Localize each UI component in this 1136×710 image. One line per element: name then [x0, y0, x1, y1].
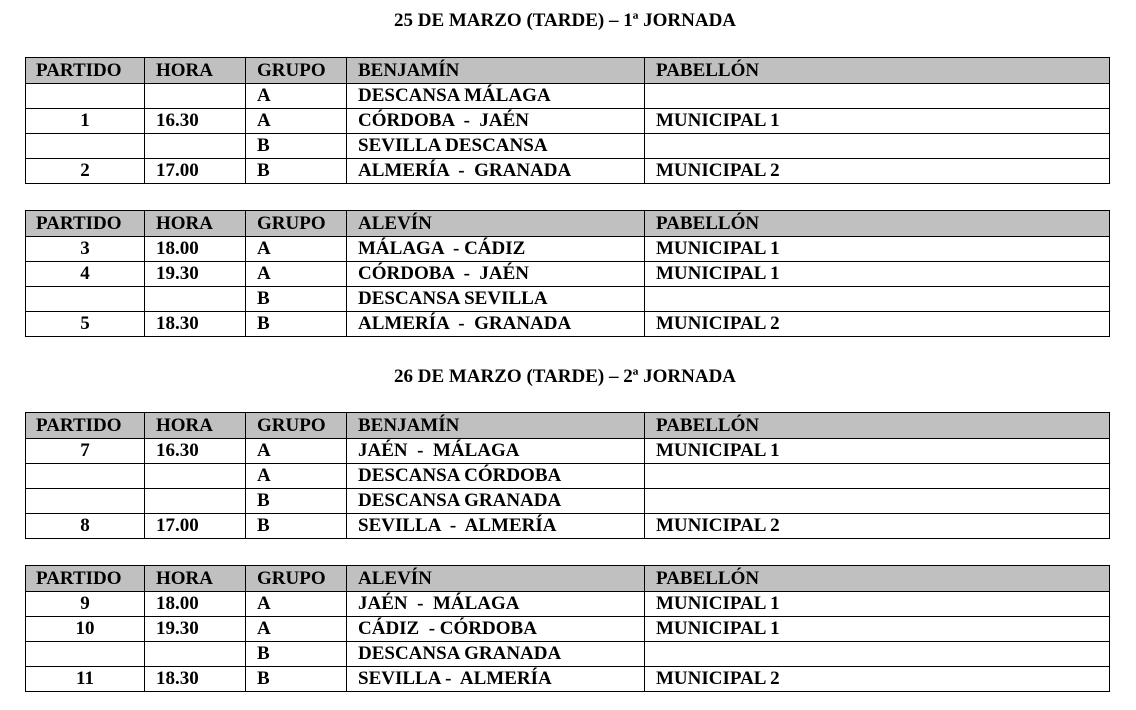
cell-categoria: SEVILLA - ALMERÍA [347, 667, 645, 692]
table-row [26, 642, 1110, 667]
cell-partido [26, 84, 145, 109]
cell-grupo: A [246, 617, 347, 642]
column-header-categoria: ALEVÍN [347, 211, 645, 237]
column-header-hora: HORA [145, 566, 246, 592]
cell-grupo: B [246, 667, 347, 692]
cell-grupo: A [246, 592, 347, 617]
cell-grupo: A [246, 237, 347, 262]
column-header-pabellon: PABELLÓN [645, 211, 1110, 237]
cell-categoria: DESCANSA GRANADA [347, 489, 645, 514]
cell-partido: 2 [26, 159, 145, 184]
cell-pabellon: MUNICIPAL 2 [645, 312, 1110, 337]
table-row [26, 312, 1110, 337]
day-2-heading: 26 DE MARZO (TARDE) – 2ª JORNADA [393, 366, 737, 387]
cell-partido [26, 642, 145, 667]
table-row [26, 159, 1110, 184]
cell-grupo: A [246, 464, 347, 489]
cell-categoria: CÓRDOBA - JAÉN [347, 262, 645, 287]
cell-pabellon: MUNICIPAL 2 [645, 159, 1110, 184]
cell-categoria: JAÉN - MÁLAGA [347, 592, 645, 617]
table-row [26, 439, 1110, 464]
cell-grupo: B [246, 287, 347, 312]
cell-pabellon [645, 84, 1110, 109]
table-row [26, 667, 1110, 692]
cell-partido: 5 [26, 312, 145, 337]
cell-categoria: JAÉN - MÁLAGA [347, 439, 645, 464]
table-row [26, 287, 1110, 312]
column-header-partido: PARTIDO [26, 211, 145, 237]
cell-partido: 7 [26, 439, 145, 464]
table-row [26, 262, 1110, 287]
cell-hora: 18.30 [145, 312, 246, 337]
cell-grupo: B [246, 514, 347, 539]
cell-partido: 3 [26, 237, 145, 262]
cell-pabellon: MUNICIPAL 1 [645, 439, 1110, 464]
cell-pabellon: MUNICIPAL 2 [645, 667, 1110, 692]
cell-categoria: SEVILLA DESCANSA [347, 134, 645, 159]
cell-pabellon: MUNICIPAL 1 [645, 262, 1110, 287]
cell-partido: 10 [26, 617, 145, 642]
table-row [26, 134, 1110, 159]
cell-hora: 18.00 [145, 592, 246, 617]
cell-hora: 17.00 [145, 514, 246, 539]
column-header-categoria: BENJAMÍN [347, 58, 645, 84]
cell-grupo: B [246, 489, 347, 514]
cell-pabellon: MUNICIPAL 2 [645, 514, 1110, 539]
cell-pabellon: MUNICIPAL 1 [645, 237, 1110, 262]
cell-categoria: DESCANSA MÁLAGA [347, 84, 645, 109]
column-header-partido: PARTIDO [26, 413, 145, 439]
day-1-alevin-table [25, 210, 1110, 337]
cell-pabellon: MUNICIPAL 1 [645, 109, 1110, 134]
column-header-pabellon: PABELLÓN [645, 566, 1110, 592]
table-row [26, 84, 1110, 109]
column-header-categoria: BENJAMÍN [347, 413, 645, 439]
column-header-grupo: GRUPO [246, 413, 347, 439]
cell-hora [145, 84, 246, 109]
cell-hora: 19.30 [145, 617, 246, 642]
cell-hora: 16.30 [145, 439, 246, 464]
column-header-pabellon: PABELLÓN [645, 413, 1110, 439]
column-header-hora: HORA [145, 211, 246, 237]
cell-partido [26, 287, 145, 312]
table-row [26, 237, 1110, 262]
cell-grupo: A [246, 439, 347, 464]
table-row [26, 592, 1110, 617]
cell-pabellon: MUNICIPAL 1 [645, 592, 1110, 617]
day-2-alevin-table [25, 565, 1110, 692]
cell-hora: 17.00 [145, 159, 246, 184]
cell-grupo: A [246, 262, 347, 287]
cell-hora: 18.00 [145, 237, 246, 262]
cell-partido [26, 134, 145, 159]
column-header-pabellon: PABELLÓN [645, 58, 1110, 84]
cell-categoria: CÓRDOBA - JAÉN [347, 109, 645, 134]
table-row [26, 489, 1110, 514]
day-1-benjamin-table [25, 57, 1110, 184]
column-header-categoria: ALEVÍN [347, 566, 645, 592]
header-row [26, 58, 1110, 84]
cell-categoria: MÁLAGA - CÁDIZ [347, 237, 645, 262]
cell-hora: 16.30 [145, 109, 246, 134]
column-header-hora: HORA [145, 58, 246, 84]
cell-grupo: B [246, 134, 347, 159]
day-2-benjamin-table [25, 412, 1110, 539]
cell-hora [145, 134, 246, 159]
cell-grupo: A [246, 84, 347, 109]
cell-partido: 1 [26, 109, 145, 134]
cell-categoria: ALMERÍA - GRANADA [347, 159, 645, 184]
cell-grupo: B [246, 312, 347, 337]
cell-partido [26, 464, 145, 489]
header-row [26, 566, 1110, 592]
cell-partido: 11 [26, 667, 145, 692]
table-row [26, 464, 1110, 489]
cell-categoria: ALMERÍA - GRANADA [347, 312, 645, 337]
cell-categoria: SEVILLA - ALMERÍA [347, 514, 645, 539]
cell-grupo: A [246, 109, 347, 134]
cell-partido: 4 [26, 262, 145, 287]
cell-partido: 8 [26, 514, 145, 539]
cell-hora: 19.30 [145, 262, 246, 287]
cell-categoria: CÁDIZ - CÓRDOBA [347, 617, 645, 642]
cell-partido [26, 489, 145, 514]
column-header-partido: PARTIDO [26, 58, 145, 84]
cell-partido: 9 [26, 592, 145, 617]
cell-pabellon [645, 134, 1110, 159]
cell-categoria: DESCANSA CÓRDOBA [347, 464, 645, 489]
cell-pabellon [645, 489, 1110, 514]
cell-hora [145, 287, 246, 312]
header-row [26, 413, 1110, 439]
cell-hora [145, 489, 246, 514]
cell-pabellon [645, 287, 1110, 312]
column-header-grupo: GRUPO [246, 566, 347, 592]
cell-grupo: B [246, 642, 347, 667]
cell-hora: 18.30 [145, 667, 246, 692]
header-row [26, 211, 1110, 237]
cell-grupo: B [246, 159, 347, 184]
cell-hora [145, 464, 246, 489]
cell-pabellon [645, 642, 1110, 667]
column-header-partido: PARTIDO [26, 566, 145, 592]
cell-categoria: DESCANSA SEVILLA [347, 287, 645, 312]
table-row [26, 109, 1110, 134]
day-1-heading: 25 DE MARZO (TARDE) – 1ª JORNADA [393, 10, 737, 31]
table-row [26, 617, 1110, 642]
cell-categoria: DESCANSA GRANADA [347, 642, 645, 667]
table-row [26, 514, 1110, 539]
cell-pabellon: MUNICIPAL 1 [645, 617, 1110, 642]
cell-pabellon [645, 464, 1110, 489]
column-header-hora: HORA [145, 413, 246, 439]
cell-hora [145, 642, 246, 667]
column-header-grupo: GRUPO [246, 58, 347, 84]
column-header-grupo: GRUPO [246, 211, 347, 237]
